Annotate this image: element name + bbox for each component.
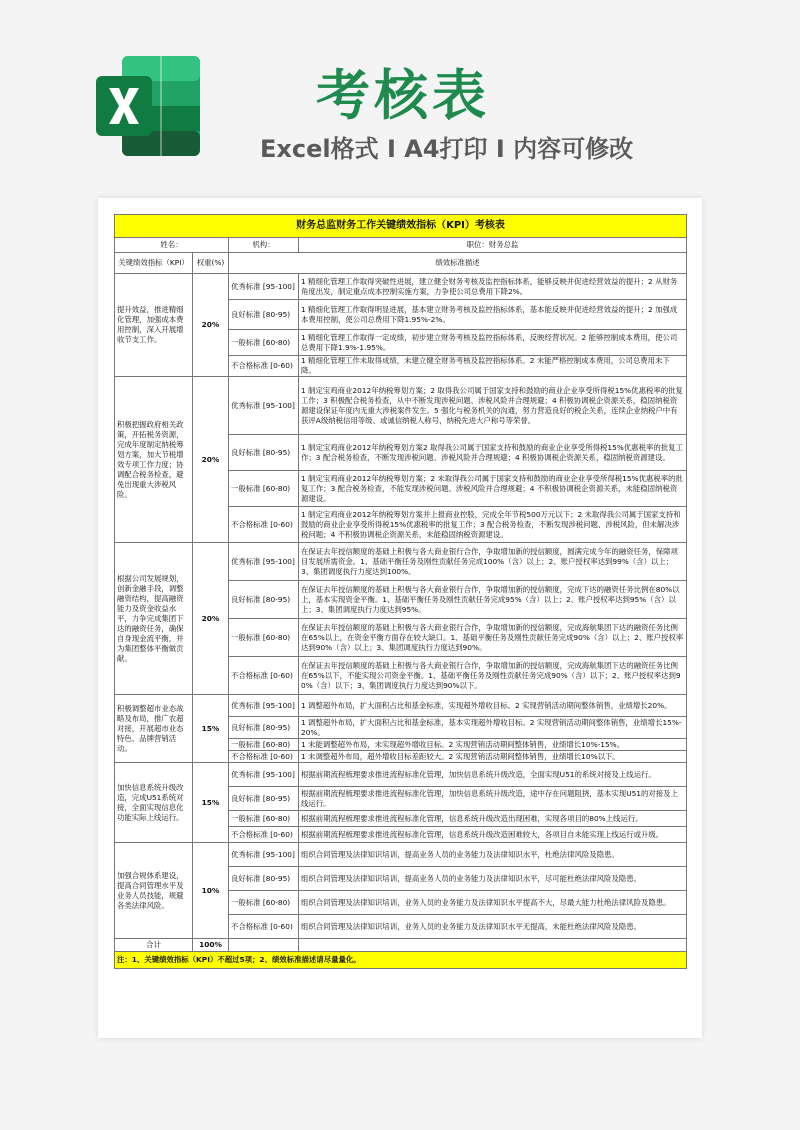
kpi-indicator-cell[interactable]: 提升效益，推进精细化管理，加强成本费用控制，深入开展增收节支工作。: [115, 274, 193, 377]
standard-level-cell[interactable]: 良好标准 [80-95): [229, 717, 299, 739]
standard-description-cell[interactable]: 1 精细化管理工作取得突破性进展，建立健全财务考核及监控指标体系，能够反映并促进经营效益的提升；2 从财务角度出发，制定重点成本控制实施方案，力争使公司总费用下降2%。: [299, 274, 687, 300]
standard-description-cell[interactable]: 1 调整超外布局，扩大面积占比和基金标准，实现超外增收目标。2 实现营销活动期间整体销售，业绩增长20%。: [299, 695, 687, 717]
kpi-indicator-cell[interactable]: 积极调整超市业态战略及布局，推广农超对接，开展超市业态特色、品牌营销活动。: [115, 695, 193, 763]
standard-level-cell[interactable]: 良好标准 [80-95): [229, 867, 299, 891]
standard-level-cell[interactable]: 良好标准 [80-95): [229, 435, 299, 471]
standard-level-cell[interactable]: 良好标准 [80-95): [229, 581, 299, 619]
kpi-indicator-cell[interactable]: 加快信息系统升级改造，完成U51系统对接，全面实现信息化功能实际上线运行。: [115, 763, 193, 843]
kpi-row: [115, 377, 687, 435]
meta-row: [115, 238, 687, 253]
kpi-indicator-cell[interactable]: 积极把握政府相关政策，开拓税务资源，完成年度制定纳税筹划方案，加大节税增效专项工作力度；协调配合税务检查，避免出现重大涉税风险。: [115, 377, 193, 543]
spreadsheet-sheet: [98, 198, 702, 1038]
standard-level-cell[interactable]: 一般标准 [60-80): [229, 811, 299, 827]
standard-description-cell[interactable]: 在保证去年授信额度的基础上积极与各大商业银行合作，争取增加新的授信额度，圆满完成今年的融资任务，保障项目发展所需资金。1、基础平衡任务及刚性贡献任务完成100%（含）以上；2、账户授权率达到99%（含）以上；3、集团调度执行力度达到100%。: [299, 543, 687, 581]
name-label[interactable]: 姓名：: [115, 238, 229, 253]
standard-description-cell[interactable]: 1 精细化管理工作取得明显进展，基本建立财务考核及监控指标体系，基本能反映并促进经营效益的提升；2 加强成本费用控制，使公司总费用下降1.95%-2%。: [299, 300, 687, 330]
standard-level-cell[interactable]: 良好标准 [80-95): [229, 787, 299, 811]
standard-level-cell[interactable]: 一般标准 [60-80): [229, 471, 299, 507]
kpi-weight-cell[interactable]: 20%: [193, 543, 229, 695]
standard-description-cell[interactable]: 1 精细化管理工作未取得成绩，未建立健全财务考核及监控指标体系。2 未能严格控制成本费用，公司总费用未下降。: [299, 356, 687, 377]
standard-level-cell[interactable]: 不合格标准 [0-60): [229, 915, 299, 939]
standard-description-cell[interactable]: 1 未调整超外布局，超外增收目标差距较大。2 实现营销活动期间整体销售，业绩增长10%以下。: [299, 751, 687, 763]
standard-level-cell[interactable]: 不合格标准 [0-60): [229, 356, 299, 377]
standard-description-cell[interactable]: 根据前期流程梳理要求推进流程标准化管理，加快信息系统升级改造，全面实现U51的系统对接及上线运行。: [299, 763, 687, 787]
kpi-indicator-cell[interactable]: 根据公司发展规划，创新金融手段，调整融资结构，提高融资能力及资金收益水平，力争完成集团下达的融资任务，确保自身现金流平衡，并为集团整体平衡做贡献。: [115, 543, 193, 695]
standard-description-cell[interactable]: 在保证去年授信额度的基础上积极与各大商业银行合作，争取增加新的授信额度，完成下达的融资任务比例在80%以上，基本实现资金平衡。1、基础平衡任务及刚性贡献任务完成95%（含）以上；2、账户授权率达到95%（含）以上；3、集团调度执行力度达到95%。: [299, 581, 687, 619]
standard-level-cell[interactable]: 不合格标准 [0-60): [229, 507, 299, 543]
standard-level-cell[interactable]: 优秀标准 [95-100]: [229, 843, 299, 867]
position-label[interactable]: 职位：财务总监: [299, 238, 687, 253]
standard-description-cell[interactable]: 1 制定宝鸡商业2012年纳税筹划方案并上报商业控股，完成全年节税500万元以下；2 未取得我公司属于国家支持和鼓励的商业企业享受所得税15%优惠税率的批复工作；3 配合税务检查，不断发现涉税问题、涉税风险，但未解决涉税问题；4 不积极协调税企资源关系，未能稳固纳税资源建设。: [299, 507, 687, 543]
standard-level-cell[interactable]: 优秀标准 [95-100]: [229, 377, 299, 435]
standard-level-cell[interactable]: 不合格标准 [0-60): [229, 657, 299, 695]
standard-level-cell[interactable]: 良好标准 [80-95): [229, 300, 299, 330]
kpi-row: [115, 274, 687, 300]
standard-level-cell[interactable]: 不合格标准 [0-60): [229, 751, 299, 763]
sheet-title[interactable]: 财务总监财务工作关键绩效指标（KPI）考核表: [115, 215, 687, 238]
kpi-row: [115, 695, 687, 717]
standard-description-cell[interactable]: 在保证去年授信额度的基础上积极与各大商业银行合作，争取增加新的授信额度，完成海航集团下达的融资任务比例在65%以上，在资金平衡方面存在较大缺口。1、基础平衡任务及刚性贡献任务完成90%（含）以上；2、账户授权率达到90%（含）以上；3、集团调度执行力度达到90%。: [299, 619, 687, 657]
standard-description-cell[interactable]: 1 调整超外布局，扩大面积占比和基金标准，基本实现超外增收目标。2 实现营销活动期间整体销售，业绩增长15%-20%。: [299, 717, 687, 739]
col-header-description[interactable]: 绩效标准描述: [229, 253, 687, 274]
col-header-indicator[interactable]: 关键绩效指标（KPI）: [115, 253, 193, 274]
note-row: [115, 952, 687, 969]
kpi-weight-cell[interactable]: 20%: [193, 377, 229, 543]
kpi-row: [115, 543, 687, 581]
header-row: [115, 253, 687, 274]
page-subtitle: Excel格式 I A4打印 I 内容可修改: [260, 135, 634, 163]
standard-level-cell[interactable]: 一般标准 [60-80): [229, 739, 299, 751]
standard-level-cell[interactable]: 优秀标准 [95-100]: [229, 695, 299, 717]
col-header-weight[interactable]: 权重(%): [193, 253, 229, 274]
kpi-weight-cell[interactable]: 15%: [193, 763, 229, 843]
total-empty-cell[interactable]: [229, 939, 299, 952]
total-label[interactable]: 合计: [115, 939, 193, 952]
standard-level-cell[interactable]: 一般标准 [60-80): [229, 619, 299, 657]
kpi-table: [114, 214, 687, 969]
dept-label[interactable]: 机构：: [229, 238, 299, 253]
standard-description-cell[interactable]: 1 制定宝鸡商业2012年纳税筹划方案；2 未取得我公司属于国家支持和鼓励的商业企业享受所得税15%优惠税率的批复工作；3 配合税务检查，不能发现涉税问题、涉税风险并合理规避；4 不积极协调税企资源关系，未能稳固纳税资源建设。: [299, 471, 687, 507]
standard-level-cell[interactable]: 一般标准 [60-80): [229, 330, 299, 356]
kpi-row: [115, 763, 687, 787]
kpi-weight-cell[interactable]: 10%: [193, 843, 229, 939]
standard-description-cell[interactable]: 1 制定宝鸡商业2012年纳税筹划方案；2 取得我公司属于国家支持和鼓励的商业企业享受所得税15%优惠税率的批复工作；3 积极配合税务检查，从中不断发现涉税问题、涉税风险并合理规避；4 积极协调税企资源关系，稳固纳税资源建设保证年度内无重大涉税案件发生。5 强化与税务机关的沟通，努力营造良好的税企关系，连续企业纳税户中有获评A级纳税信用等级、或诚信纳税人称号，纳税先进大户称号等荣誉。: [299, 377, 687, 435]
standard-description-cell[interactable]: 组织合同管理及法律知识培训，提高业务人员的业务能力及法律知识水平，尽可能杜绝法律风险及隐患。: [299, 867, 687, 891]
standard-description-cell[interactable]: 1 制定宝鸡商业2012年纳税筹划方案2 取得我公司属于国家支持和鼓励的商业企业享受所得税15%优惠税率的批复工作；3 配合税务检查，不断发现涉税问题、涉税风险并合理规避；4 积极协调税企资源关系，稳固纳税资源建设。: [299, 435, 687, 471]
standard-level-cell[interactable]: 不合格标准 [0-60): [229, 827, 299, 843]
standard-description-cell[interactable]: 1 未能调整超外布局，未实现超外增收目标。2 实现营销活动期间整体销售，业绩增长10%-15%。: [299, 739, 687, 751]
excel-logo-icon: [92, 50, 204, 162]
total-weight[interactable]: 100%: [193, 939, 229, 952]
note-text[interactable]: 注：1、关键绩效指标（KPI）不超过5项；2、绩效标准描述请尽量量化。: [115, 952, 687, 969]
kpi-row: [115, 843, 687, 867]
total-row: [115, 939, 687, 952]
standard-description-cell[interactable]: 组织合同管理及法律知识培训，提高业务人员的业务能力及法律知识水平，杜绝法律风险及隐患。: [299, 843, 687, 867]
standard-level-cell[interactable]: 优秀标准 [95-100]: [229, 763, 299, 787]
kpi-weight-cell[interactable]: 20%: [193, 274, 229, 377]
standard-description-cell[interactable]: 1 精细化管理工作取得一定成绩，初步建立财务考核及监控指标体系，反映经营状况。2 能够控制成本费用，使公司总费用下降1.9%-1.95%。: [299, 330, 687, 356]
kpi-weight-cell[interactable]: 15%: [193, 695, 229, 763]
standard-description-cell[interactable]: 在保证去年授信额度的基础上积极与各大商业银行合作，争取增加新的授信额度，完成海航集团下达的融资任务比例在65%以下，不能实现公司资金平衡。1、基础平衡任务及刚性贡献任务完成90%（含）以下；2、账户授权率达到90%（含）以下；3、集团调度执行力度达到90%以下。: [299, 657, 687, 695]
standard-description-cell[interactable]: 根据前期流程梳理要求推进流程标准化管理，信息系统升级改造出现困难，实现各项目的80%上线运行。: [299, 811, 687, 827]
standard-level-cell[interactable]: 一般标准 [60-80): [229, 891, 299, 915]
standard-description-cell[interactable]: 组织合同管理及法律知识培训，业务人员的业务能力及法律知识水平无提高，未能杜绝法律风险及隐患。: [299, 915, 687, 939]
total-empty-cell[interactable]: [299, 939, 687, 952]
sheet-title-row: [115, 215, 687, 238]
standard-level-cell[interactable]: 优秀标准 [95-100]: [229, 274, 299, 300]
standard-description-cell[interactable]: 根据前期流程梳理要求推进流程标准化管理，加快信息系统升级改造，途中存在问题阻挠，基本实现U51的对接及上线运行。: [299, 787, 687, 811]
standard-level-cell[interactable]: 优秀标准 [95-100]: [229, 543, 299, 581]
page-title: 考核表: [316, 64, 490, 127]
standard-description-cell[interactable]: 根据前期流程梳理要求推进流程标准化管理，信息系统升级改造困难较大，各项目自未能实现上线运行或升级。: [299, 827, 687, 843]
kpi-indicator-cell[interactable]: 加强合规体系建设，提高合同管理水平及业务人员技能，规避各类法律风险。: [115, 843, 193, 939]
standard-description-cell[interactable]: 组织合同管理及法律知识培训，业务人员的业务能力及法律知识水平提高不大，尽最大能力杜绝法律风险及隐患。: [299, 891, 687, 915]
